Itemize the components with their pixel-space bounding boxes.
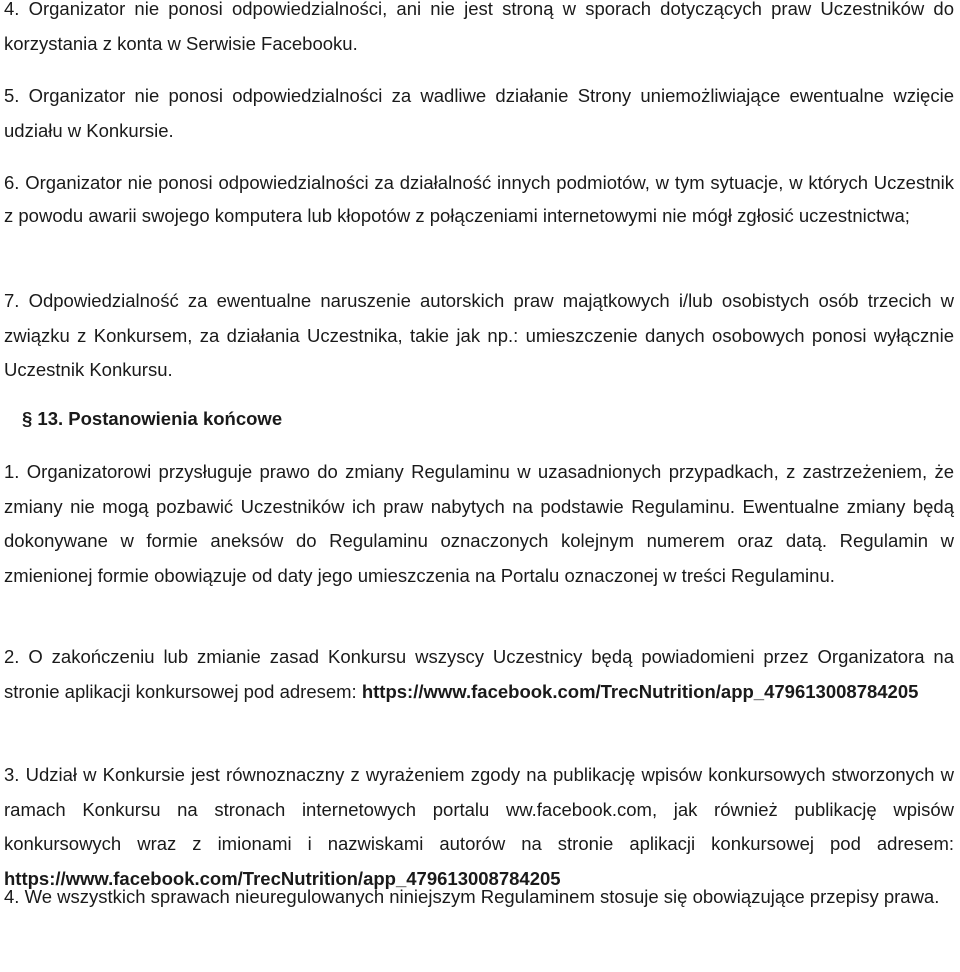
paragraph-2-notification (4, 640, 954, 709)
paragraph-3-consent (4, 758, 954, 896)
section-heading: § 13. Postanowienia końcowe (22, 408, 283, 429)
app-link-2[interactable]: https://www.facebook.com/TrecNutrition/app_479613008784205 (4, 867, 561, 889)
app-link[interactable]: https://www.facebook.com/TrecNutrition/app_479613008784205 (361, 680, 919, 702)
paragraph-5-site-malfunction: 5. Organizator nie ponosi odpowiedzialności za wadliwe działanie Strony uniemożliwiające ewentualne wzięcie udziału w Konkursie. (4, 85, 954, 141)
paragraph-1-regulation-changes: 1. Organizatorowi przysługuje prawo do zmiany Regulaminu w uzasadnionych przypadkach, z zastrzeżeniem, że zmiany nie mogą pozbawić Uczestników ich praw nabytych na podstawie Regulaminu. Ewentualne zmiany będą dokonywane w formie aneksów do Regulaminu oznaczonych kolejnym numerem oraz datą. Regulamin w zmienionej formie obowiązuje od daty jego umieszczenia na Portalu oznaczonej w treści Regulaminu. (4, 461, 954, 586)
paragraph-7-copyright: 7. Odpowiedzialność za ewentualne naruszenie autorskich praw majątkowych i/lub osobistych osób trzecich w związku z Konkursem, za działania Uczestnika, takie jak np.: umieszczenie danych osobowych ponosi wyłącznie Uczestnik Konkursu. (4, 290, 954, 380)
paragraph-2-text: 2. O zakończeniu lub zmianie zasad Konkursu wszyscy Uczestnicy będą powiadomieni przez Organizatora na stronie aplikacji konkursowej pod adresem: (4, 646, 954, 702)
paragraph-4-liability-facebook: 4. Organizator nie ponosi odpowiedzialności, ani nie jest stroną w sporach dotyczących praw Uczestników do korzystania z konta w Serwisie Facebooku. (4, 0, 954, 54)
paragraph-6-third-party: 6. Organizator nie ponosi odpowiedzialności za działalność innych podmiotów, w tym sytuacje, w których Uczestnik z powodu awarii swojego komputera lub kłopotów z połączeniami internetowymi nie mógł zgłosić uczestnictwa; (4, 172, 954, 226)
paragraph-4-applicable-law: 4. We wszystkich sprawach nieuregulowanych niniejszym Regulaminem stosuje się obowiązujące przepisy prawa. (4, 886, 940, 907)
paragraph-3-text: 3. Udział w Konkursie jest równoznaczny z wyrażeniem zgody na publikację wpisów konkursowych stworzonych w ramach Konkursu na stronach internetowych portalu ww.facebook.com, jak również publikację wpisów konkursowych wraz z imionami i nazwiskami autorów na stronie aplikacji konkursowej pod adresem: (4, 764, 954, 854)
